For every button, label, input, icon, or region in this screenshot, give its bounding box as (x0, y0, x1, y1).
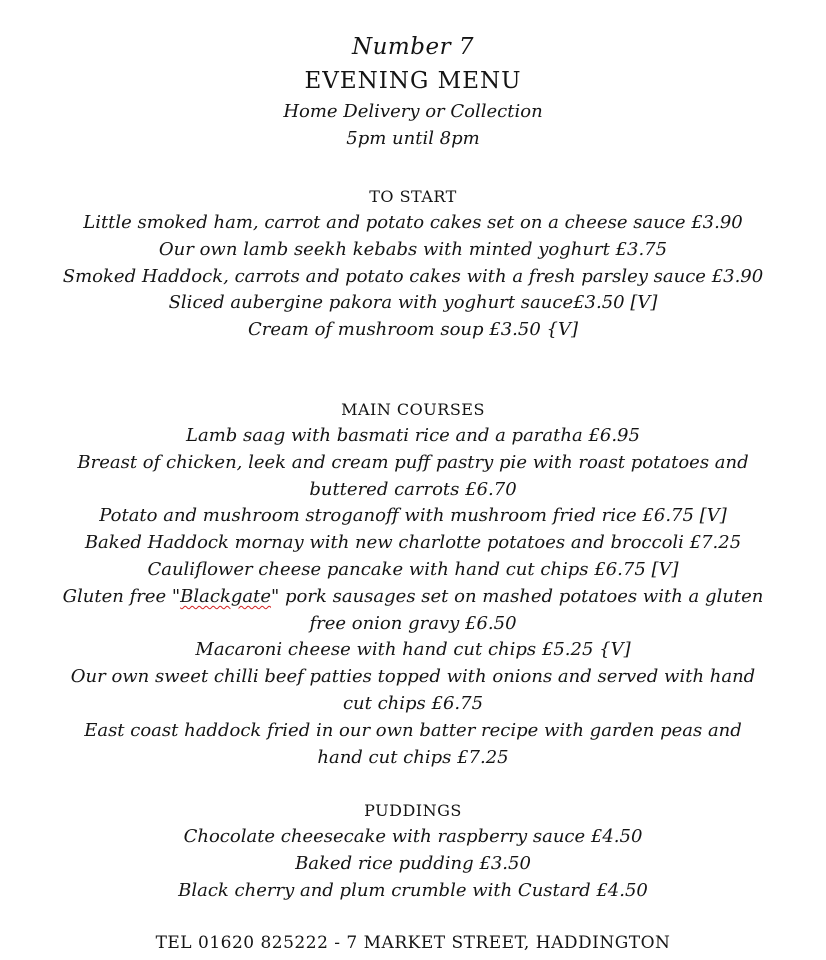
menu-item: Our own sweet chilli beef patties topped with onions and served with hand cut chips £6.75 (70, 666, 756, 714)
brand-name: Blackgate (180, 585, 272, 607)
menu-item: Macaroni cheese with hand cut chips £5.25 {V] (195, 639, 631, 661)
contact-footer: TEL 01620 825222 - 7 MARKET STREET, HADDINGTON (155, 933, 671, 953)
service-type: Home Delivery or Collection (283, 101, 543, 122)
menu-item: Breast of chicken, leek and cream puff pastry pie with roast potatoes and buttered carrots £6.70 (77, 451, 749, 500)
menu-title: EVENING MENU (304, 68, 522, 94)
menu-header (0, 30, 826, 152)
menu-item: Chocolate cheesecake with raspberry sauce £4.50 (183, 826, 643, 847)
puddings-section (60, 797, 766, 904)
section-heading-puddings: PUDDINGS (364, 801, 462, 820)
restaurant-name: Number 7 (351, 34, 475, 60)
menu-item: Lamb saag with basmati rice and a paratha £6.95 (186, 425, 640, 446)
section-heading-mains: MAIN COURSES (341, 400, 485, 419)
menu-item: Potato and mushroom stroganoff with mushroom fried rice £6.75 [V] (99, 505, 727, 527)
section-heading-starters: TO START (369, 187, 457, 206)
menu-item: Baked Haddock mornay with new charlotte potatoes and broccoli £7.25 (84, 532, 742, 554)
menu-item: East coast haddock fried in our own batter recipe with garden peas and hand cut chips £7.25 (84, 719, 742, 768)
item-text: Gluten free " (62, 585, 181, 607)
starters-section (60, 183, 766, 344)
service-hours: 5pm until 8pm (346, 128, 480, 149)
menu-item: Our own lamb seekh kebabs with minted yoghurt £3.75 (158, 238, 668, 260)
menu-item: Black cherry and plum crumble with Custard £4.50 (178, 879, 648, 901)
mains-section (60, 396, 766, 771)
menu-item: Smoked Haddock, carrots and potato cakes with a fresh parsley sauce £3.90 (62, 265, 764, 287)
menu-item: Cauliflower cheese pancake with hand cut chips £6.75 [V] (147, 558, 679, 580)
menu-item (60, 584, 766, 638)
item-text: " pork sausages set on mashed potatoes with a gluten free onion gravy £6.50 (271, 585, 764, 634)
menu-item: Little smoked ham, carrot and potato cakes set on a cheese sauce £3.90 (83, 212, 743, 233)
menu-item: Baked rice pudding £3.50 (295, 852, 531, 874)
menu-item: Sliced aubergine pakora with yoghurt sauce£3.50 [V] (168, 292, 658, 314)
menu-item: Cream of mushroom soup £3.50 {V] (248, 319, 578, 341)
